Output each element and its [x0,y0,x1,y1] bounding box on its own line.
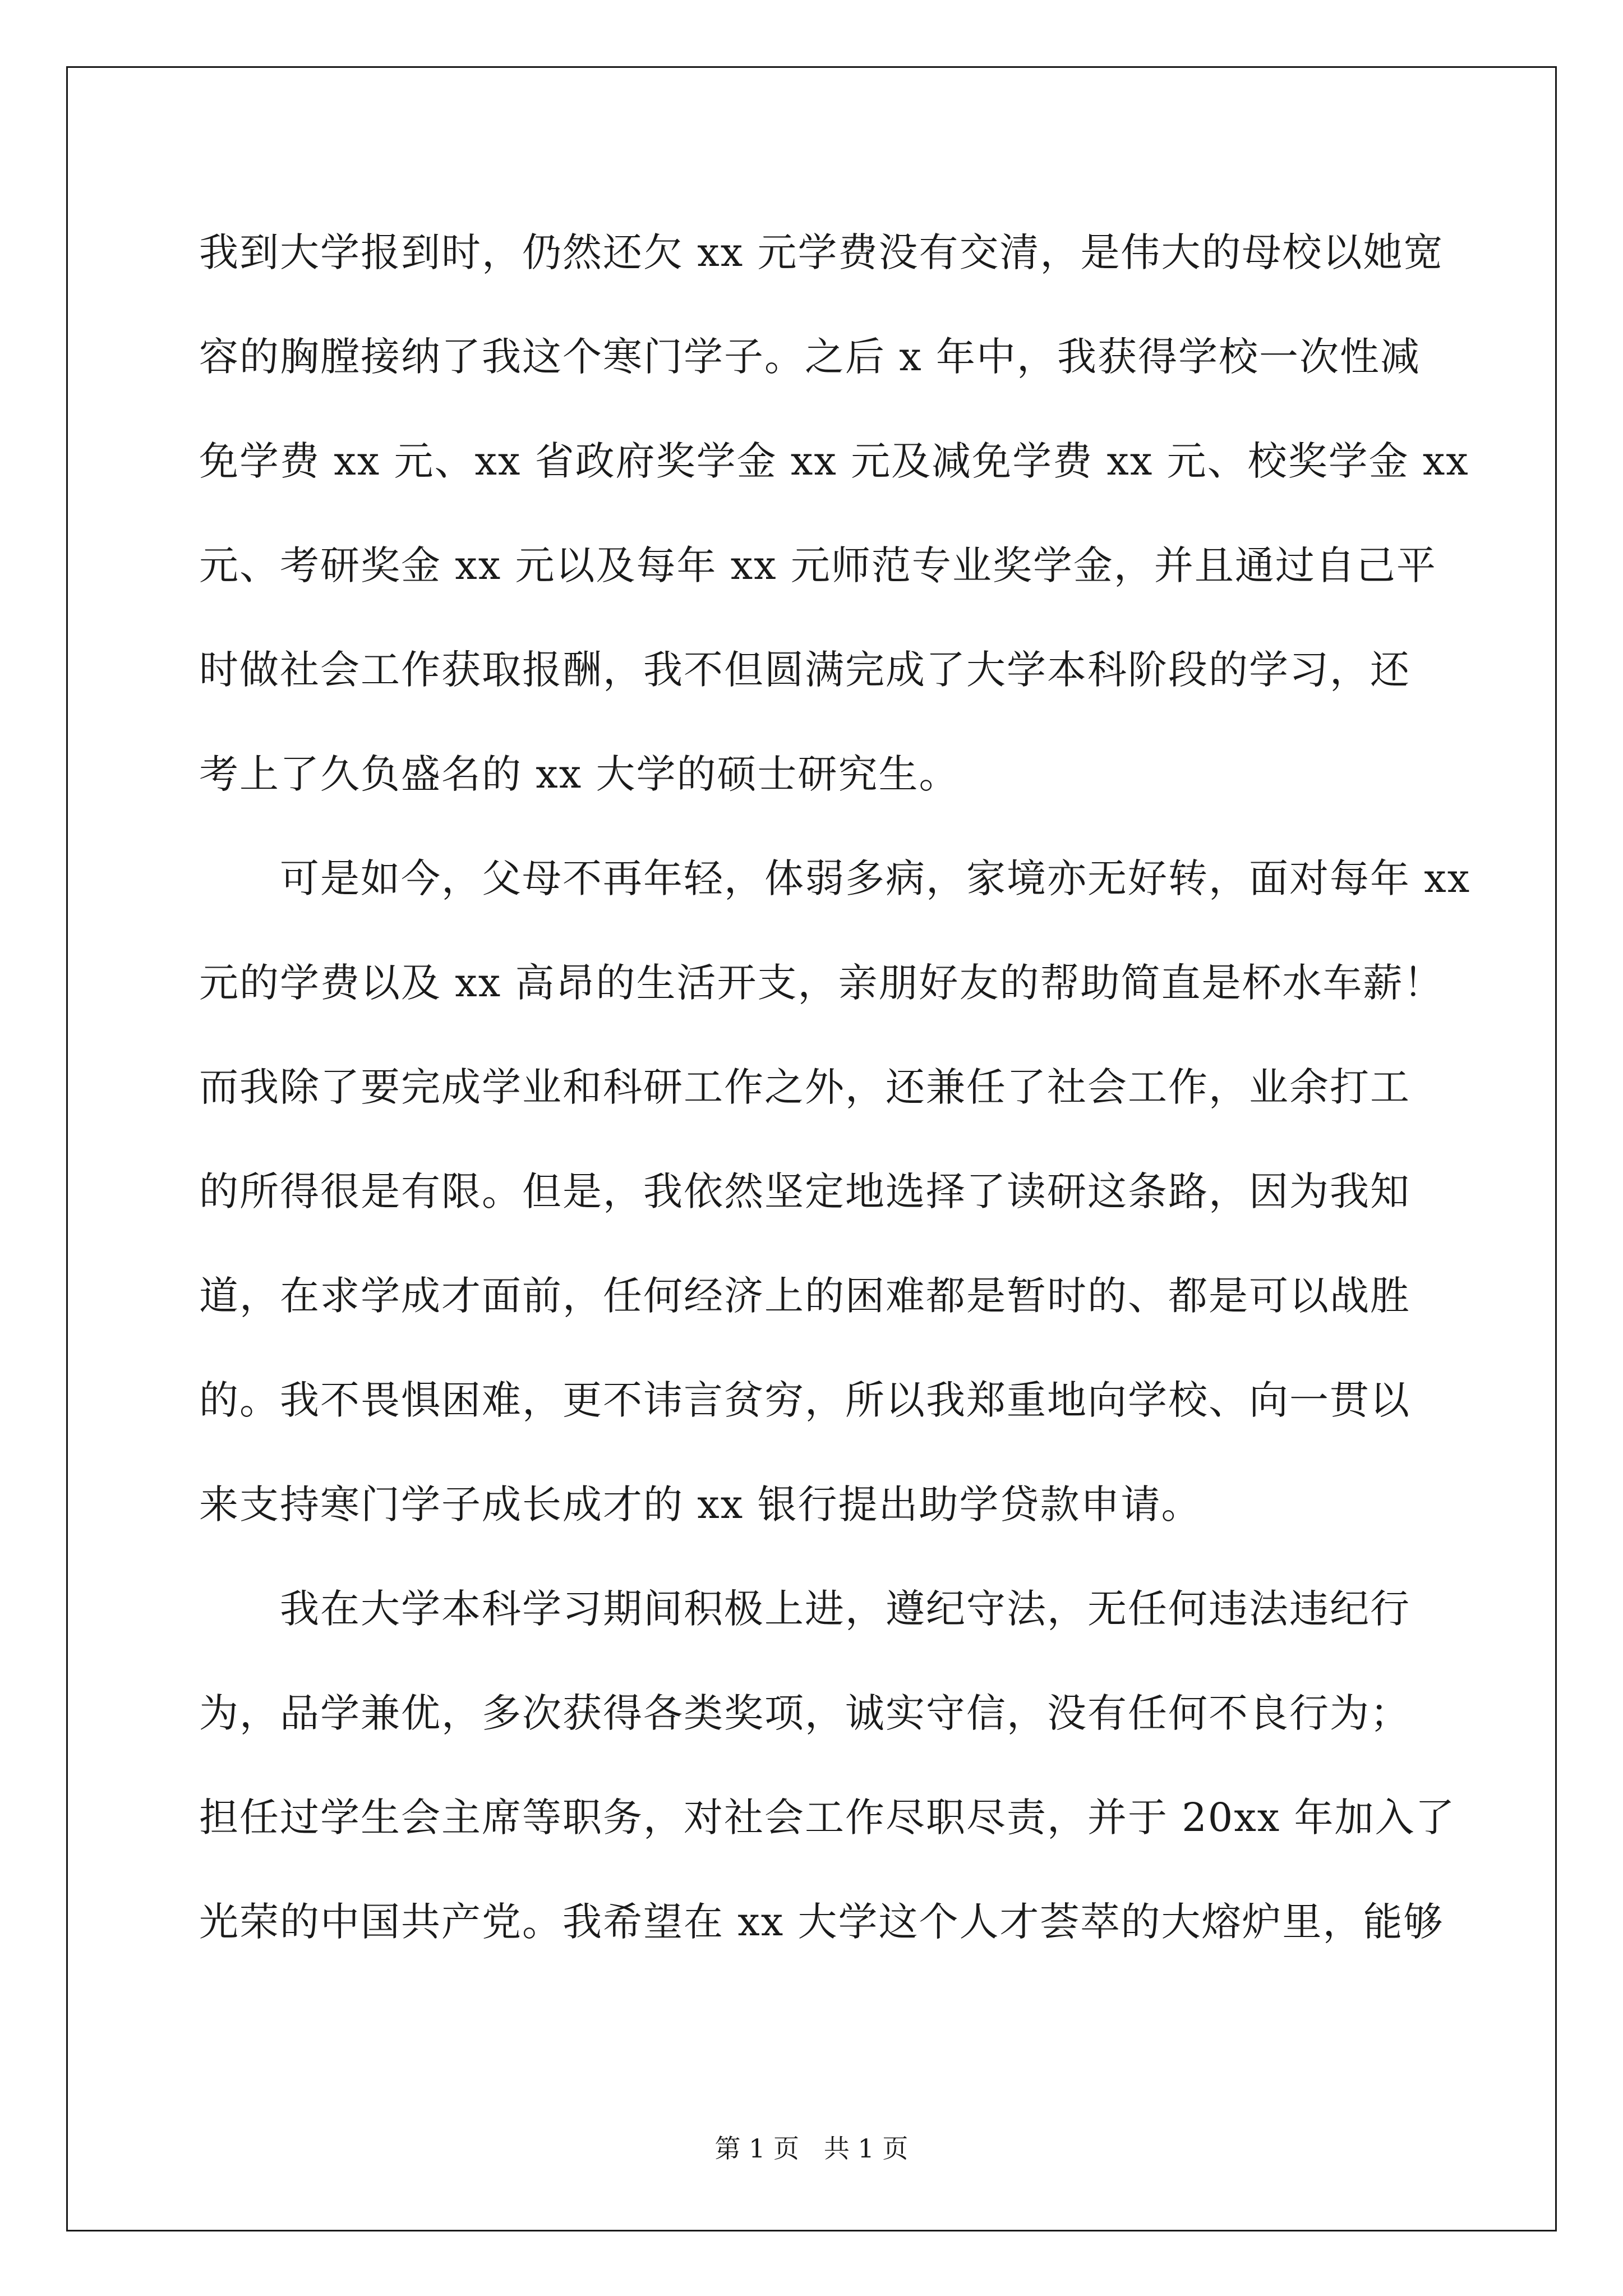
text-line: 而我除了要完成学业和科研工作之外，还兼任了社会工作，业余打工 [199,1064,1410,1110]
page-footer: 第 1 页 共 1 页 [714,2133,909,2164]
text-line: 我到大学报到时，仍然还欠 xx 元学费没有交清，是伟大的母校以她宽 [199,229,1444,275]
text-line: 道，在求学成才面前，任何经济上的困难都是暂时的、都是可以战胜 [199,1273,1410,1319]
text-line: 来支持寒门学子成长成才的 xx 银行提出助学贷款申请。 [199,1481,1202,1527]
text-line: 免学费 xx 元、xx 省政府奖学金 xx 元及减免学费 xx 元、校奖学金 xx [199,438,1469,484]
text-line: 光荣的中国共产党。我希望在 xx 大学这个人才荟萃的大熔炉里，能够 [199,1899,1444,1945]
text-line: 元的学费以及 xx 高昂的生活开支，亲朋好友的帮助简直是杯水车薪！ [199,960,1444,1006]
text-line: 的所得很是有限。但是，我依然坚定地选择了读研这条路，因为我知 [199,1168,1410,1214]
text-line: 为，品学兼优，多次获得各类奖项，诚实守信，没有任何不良行为； [199,1690,1410,1736]
text-line: 我在大学本科学习期间积极上进，遵纪守法，无任何违法违纪行 [199,1586,1410,1632]
text-line: 元、考研奖金 xx 元以及每年 xx 元师范专业奖学金，并且通过自己平 [199,542,1437,588]
text-line: 容的胸膛接纳了我这个寒门学子。之后 x 年中，我获得学校一次性减 [199,334,1421,380]
text-line: 时做社会工作获取报酬，我不但圆满完成了大学本科阶段的学习，还 [199,647,1410,693]
text-line: 担任过学生会主席等职务，对社会工作尽职尽责，并于 20xx 年加入了 [199,1795,1456,1841]
text-line: 可是如今，父母不再年轻，体弱多病，家境亦无好转，面对每年 xx [199,855,1471,901]
text-line: 的。我不畏惧困难，更不讳言贫穷，所以我郑重地向学校、向一贯以 [199,1377,1410,1423]
text-line: 考上了久负盛名的 xx 大学的硕士研究生。 [199,751,960,797]
